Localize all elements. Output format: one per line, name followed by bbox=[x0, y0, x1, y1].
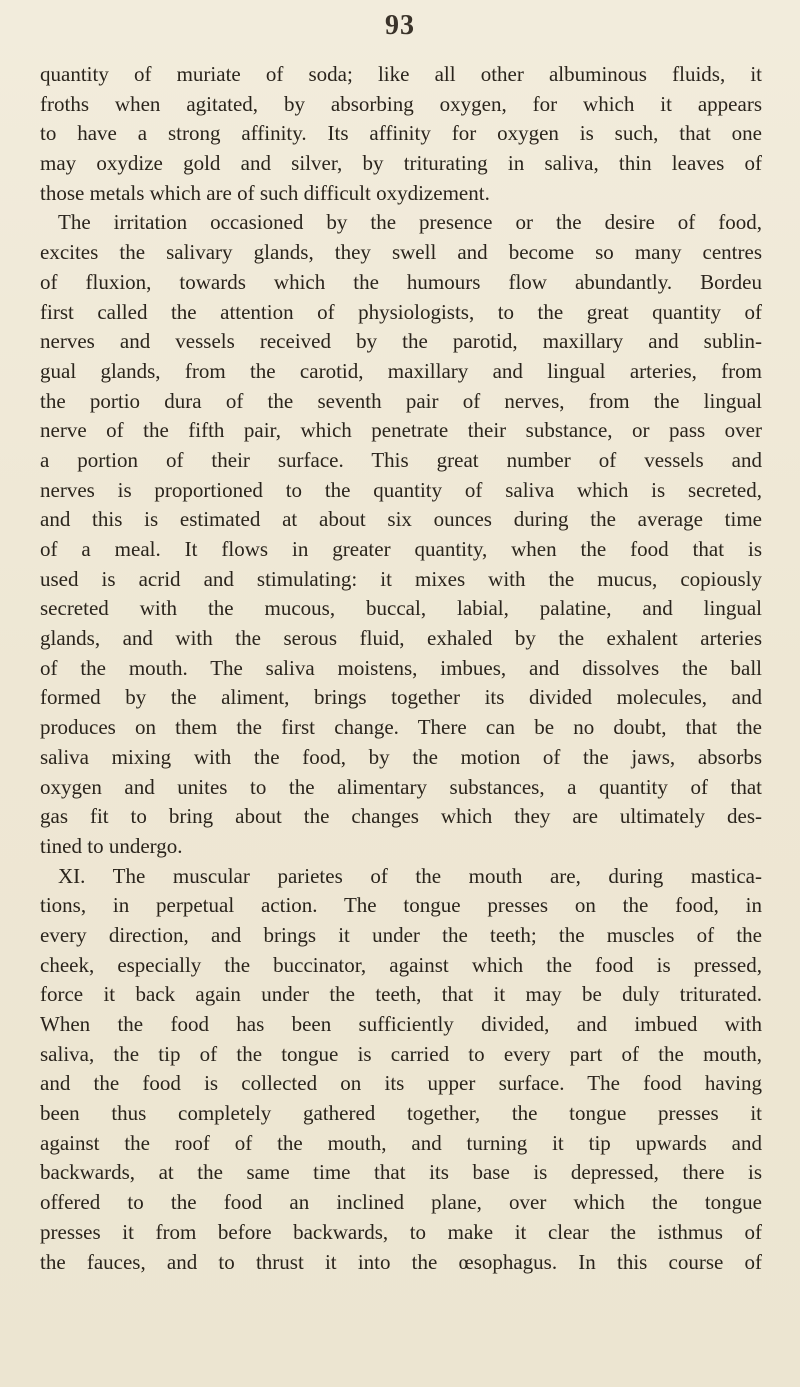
text-line: XI. The muscular parietes of the mouth are, during mastica- bbox=[58, 863, 762, 888]
text-line: oxygen and unites to the alimentary substances, a quantity of that bbox=[40, 774, 762, 799]
text-line: and this is estimated at about six ounces during the average time bbox=[40, 507, 762, 532]
text-line: the fauces, and to thrust it into the œsophagus. In this course of bbox=[40, 1249, 762, 1274]
text-line: tined to undergo. bbox=[40, 833, 183, 858]
text-line: secreted with the mucous, buccal, labial, palatine, and lingual bbox=[40, 596, 762, 621]
text-line: those metals which are of such difficult oxydizement. bbox=[40, 180, 490, 205]
text-line: of a meal. It flows in greater quantity, when the food that is bbox=[40, 537, 762, 561]
text-line: froths when agitated, by absorbing oxygen, for which it appears bbox=[40, 91, 762, 116]
text-line: every direction, and brings it under the teeth; the muscles of the bbox=[40, 922, 762, 947]
text-line: When the food has been sufficiently divided, and imbued with bbox=[40, 1012, 762, 1036]
text-line: against the roof of the mouth, and turning it tip upwards and bbox=[40, 1130, 762, 1155]
text-line: The irritation occasioned by the presence or the desire of food, bbox=[58, 210, 762, 235]
text-line: cheek, especially the buccinator, against which the food is pressed, bbox=[40, 952, 762, 977]
text-line: quantity of muriate of soda; like all other albuminous fluids, it bbox=[40, 62, 762, 86]
text-line: of fluxion, towards which the humours flow abundantly. Bordeu bbox=[40, 269, 762, 294]
text-line: tions, in perpetual action. The tongue presses on the food, in bbox=[40, 893, 762, 918]
text-line: offered to the food an inclined plane, over which the tongue bbox=[40, 1190, 762, 1215]
text-line: the portio dura of the seventh pair of nerves, from the lingual bbox=[40, 388, 762, 413]
text-line: been thus completely gathered together, the tongue presses it bbox=[40, 1101, 762, 1126]
text-line: excites the salivary glands, they swell and become so many centres bbox=[40, 240, 762, 265]
text-line: formed by the aliment, brings together its divided molecules, and bbox=[40, 685, 762, 710]
body-text bbox=[40, 60, 762, 1277]
text-line: glands, and with the serous fluid, exhaled by the exhalent arteries bbox=[40, 626, 762, 651]
text-line: saliva, the tip of the tongue is carried to every part of the mouth, bbox=[40, 1041, 762, 1066]
text-line: of the mouth. The saliva moistens, imbues, and dissolves the ball bbox=[40, 655, 762, 680]
text-line: first called the attention of physiologists, to the great quantity of bbox=[40, 299, 762, 324]
text-line: used is acrid and stimulating: it mixes with the mucus, copiously bbox=[40, 566, 762, 591]
page-number: 93 bbox=[385, 10, 415, 41]
text-line: nerve of the fifth pair, which penetrate their substance, or pass over bbox=[40, 418, 762, 443]
text-line: force it back again under the teeth, that it may be duly triturated. bbox=[40, 982, 762, 1007]
text-line: nerves and vessels received by the parotid, maxillary and sublin- bbox=[40, 329, 762, 354]
text-line: nerves is proportioned to the quantity of saliva which is secreted, bbox=[40, 477, 762, 502]
text-line: a portion of their surface. This great number of vessels and bbox=[40, 447, 762, 472]
text-line: and the food is collected on its upper surface. The food having bbox=[40, 1071, 762, 1096]
text-line: may oxydize gold and silver, by triturating in saliva, thin leaves of bbox=[40, 151, 762, 176]
text-line: saliva mixing with the food, by the motion of the jaws, absorbs bbox=[40, 744, 762, 769]
text-line: gas fit to bring about the changes which they are ultimately des- bbox=[40, 804, 762, 829]
text-line: gual glands, from the carotid, maxillary and lingual arteries, from bbox=[40, 358, 762, 383]
text-line: backwards, at the same time that its base is depressed, there is bbox=[40, 1160, 762, 1185]
text-line: to have a strong affinity. Its affinity for oxygen is such, that one bbox=[40, 121, 762, 146]
text-line: presses it from before backwards, to make it clear the isthmus of bbox=[40, 1219, 762, 1244]
text-line: produces on them the first change. There can be no doubt, that the bbox=[40, 715, 762, 740]
